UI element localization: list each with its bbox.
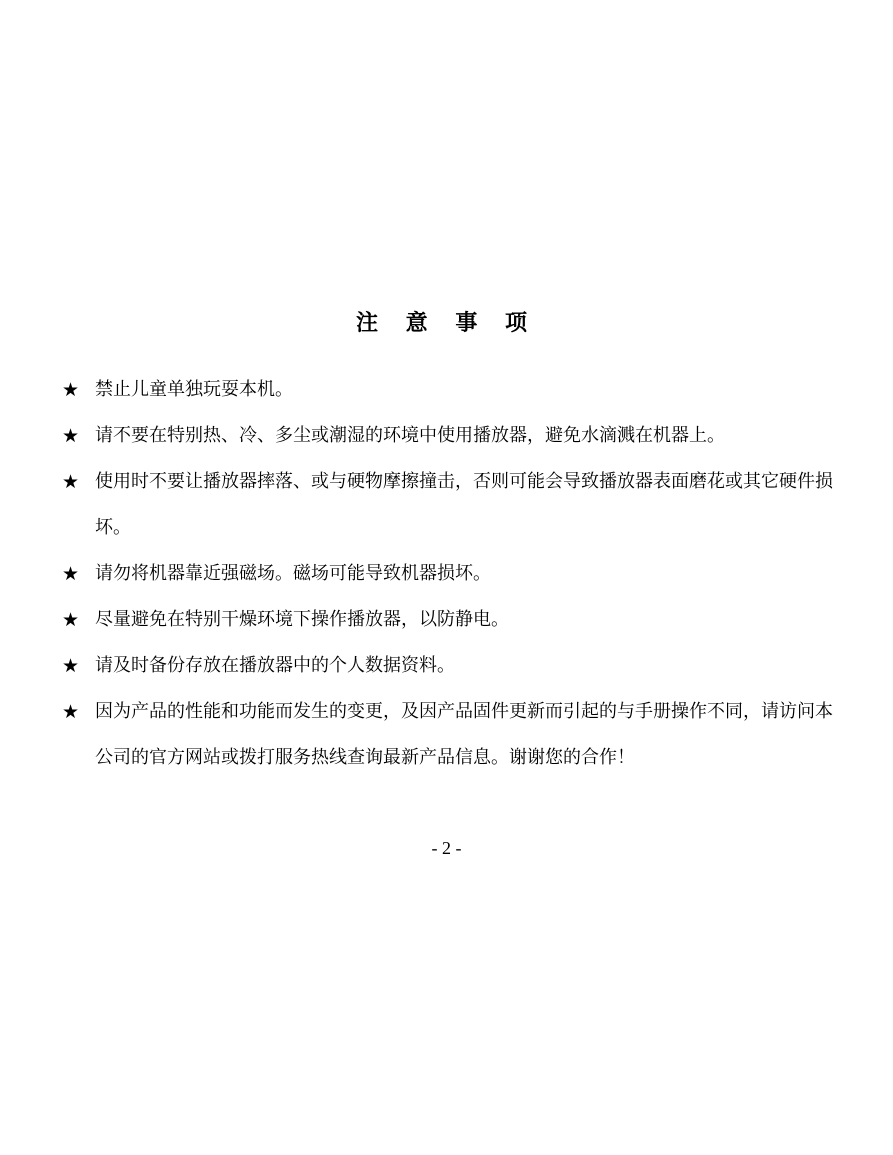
star-icon: ★ bbox=[62, 425, 80, 447]
star-icon: ★ bbox=[62, 471, 80, 493]
list-item bbox=[62, 551, 842, 597]
list-item bbox=[62, 413, 842, 459]
notice-list bbox=[62, 367, 842, 781]
list-item bbox=[62, 689, 842, 781]
notice-text: 使用时不要让播放器摔落、或与硬物摩擦撞击，否则可能会导致播放器表面磨花或其它硬件损坏。 bbox=[95, 471, 833, 538]
notice-text: 请勿将机器靠近强磁场。磁场可能导致机器损坏。 bbox=[95, 563, 491, 584]
star-icon: ★ bbox=[62, 655, 80, 677]
list-item bbox=[62, 367, 842, 413]
list-item bbox=[62, 459, 842, 551]
notice-text: 尽量避免在特别干燥环境下操作播放器，以防静电。 bbox=[95, 609, 509, 630]
star-icon: ★ bbox=[62, 379, 80, 401]
list-item bbox=[62, 643, 842, 689]
notice-text: 因为产品的性能和功能而发生的变更，及因产品固件更新而引起的与手册操作不同，请访问本公司的官方网站或拨打服务热线查询最新产品信息。谢谢您的合作！ bbox=[95, 701, 833, 768]
notice-text: 请及时备份存放在播放器中的个人数据资料。 bbox=[95, 655, 455, 676]
page-number: - 2 - bbox=[431, 838, 462, 858]
page-title: 注 意 事 项 bbox=[356, 311, 537, 336]
star-icon: ★ bbox=[62, 563, 80, 585]
notice-text: 请不要在特别热、冷、多尘或潮湿的环境中使用播放器，避免水滴溅在机器上。 bbox=[95, 425, 725, 446]
notice-text: 禁止儿童单独玩耍本机。 bbox=[95, 379, 293, 400]
star-icon: ★ bbox=[62, 701, 80, 723]
star-icon: ★ bbox=[62, 609, 80, 631]
list-item bbox=[62, 597, 842, 643]
